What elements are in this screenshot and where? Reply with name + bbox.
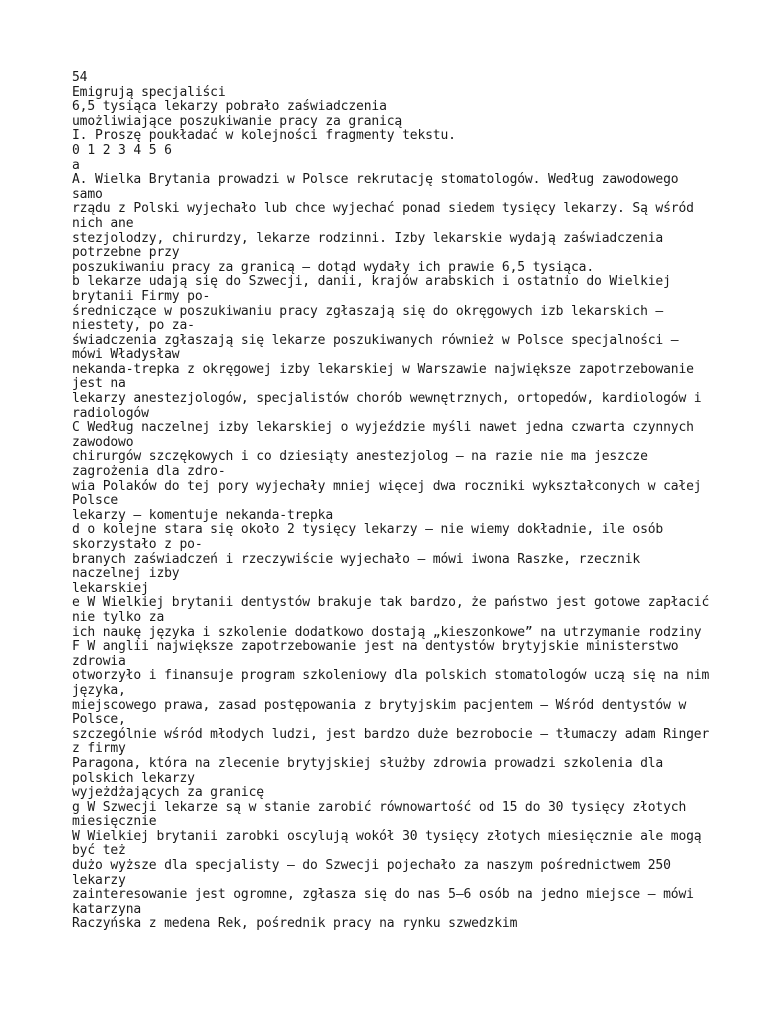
- text-line: g W Szwecji lekarze są w stanie zarobić równowartość od 15 do 30 tysięcy złotych: [72, 799, 687, 815]
- text-line: rządu z Polski wyjechało lub chce wyjechać ponad siedem tysięcy lekarzy. Są wśród: [72, 201, 694, 217]
- text-line: szczególnie wśród młodych ludzi, jest bardzo duże bezrobocie – tłumaczy adam Ringer: [72, 726, 710, 742]
- text-line: radiologów: [72, 405, 149, 421]
- text-line: dużo wyższe dla specjalisty – do Szwecji pojechało za naszym pośrednictwem 250: [72, 858, 671, 874]
- text-line: średniczące w poszukiwaniu pracy zgłaszają się do okręgowych izb lekarskich –: [72, 303, 664, 319]
- text-line: katarzyna: [72, 901, 142, 917]
- text-line: b lekarze udają się do Szwecji, danii, krajów arabskich i ostatnio do Wielkiej: [72, 274, 671, 290]
- text-line: miesięcznie: [72, 814, 157, 830]
- text-line: a: [72, 157, 80, 173]
- text-line: ich naukę języka i szkolenie dodatkowo dostają „kieszonkowe” na utrzymanie rodziny: [72, 624, 702, 640]
- text-line: lekarzy anestezjologów, specjalistów chorób wewnętrznych, ortopedów, kardiologów i: [72, 391, 702, 407]
- text-line: 6,5 tysiąca lekarzy pobrało zaświadczenia: [72, 99, 387, 115]
- text-line: chirurgów szczękowych i co dziesiąty anestezjolog – na razie nie ma jeszcze: [72, 449, 648, 465]
- text-line: być też: [72, 843, 126, 859]
- text-line: potrzebne przy: [72, 245, 180, 261]
- text-line: polskich lekarzy: [72, 770, 195, 786]
- text-line: jest na: [72, 376, 126, 392]
- text-line: języka,: [72, 682, 126, 698]
- text-line: wyjeżdżających za granicę: [72, 785, 264, 801]
- text-line: świadczenia zgłaszają się lekarze poszukiwanych również w Polsce specjalności –: [72, 332, 679, 348]
- text-line: nekanda-trepka z okręgowej izby lekarskiej w Warszawie największe zapotrzebowanie: [72, 361, 694, 377]
- text-line: nie tylko za: [72, 609, 165, 625]
- text-line: C Według naczelnej izby lekarskiej o wyjeździe myśli nawet jedna czwarta czynnych: [72, 420, 694, 436]
- text-line: Raczyńska z medena Rek, pośrednik pracy na rynku szwedzkim: [72, 916, 518, 932]
- text-line: lekarzy: [72, 872, 126, 888]
- text-line: d o kolejne stara się około 2 tysięcy lekarzy – nie wiemy dokładnie, ile osób: [72, 522, 664, 538]
- text-line: umożliwiające poszukiwanie pracy za granicą: [72, 113, 403, 129]
- text-line: wia Polaków do tej pory wyjechały mniej więcej dwa roczniki wykształconych w całej: [72, 478, 702, 494]
- text-line: 54: [72, 70, 88, 85]
- text-line: lekarskiej: [72, 580, 149, 596]
- text-line: poszukiwaniu pracy za granicą – dotąd wydały ich prawie 6,5 tysiąca.: [72, 259, 595, 275]
- text-line: 0 1 2 3 4 5 6: [72, 142, 172, 158]
- text-line: miejscowego prawa, zasad postępowania z brytyjskim pacjentem – Wśród dentystów w: [72, 697, 687, 713]
- text-line: zainteresowanie jest ogromne, zgłasza się do nas 5–6 osób na jedno miejsce – mówi: [72, 887, 694, 903]
- text-line: zdrowia: [72, 653, 126, 669]
- text-line: niestety, po za-: [72, 318, 195, 334]
- text-line: z firmy: [72, 741, 126, 757]
- text-line: Polsce,: [72, 712, 126, 728]
- text-line: W Wielkiej brytanii zarobki oscylują wokół 30 tysięcy złotych miesięcznie ale mogą: [72, 828, 702, 844]
- text-line: e W Wielkiej brytanii dentystów brakuje tak bardzo, że państwo jest gotowe zapłacić: [72, 595, 710, 611]
- document-page: [72, 71, 712, 932]
- text-line: branych zaświadczeń i rzeczywiście wyjechało – mówi iwona Raszke, rzecznik: [72, 551, 641, 567]
- text-line: Emigrują specjaliści: [72, 84, 226, 100]
- text-line: Paragona, która na zlecenie brytyjskiej służby zdrowia prowadzi szkolenia dla: [72, 755, 664, 771]
- text-line: A. Wielka Brytania prowadzi w Polsce rekrutację stomatologów. Według zawodowego: [72, 172, 679, 188]
- text-line: I. Proszę poukładać w kolejności fragmenty tekstu.: [72, 128, 456, 144]
- text-line: mówi Władysław: [72, 347, 180, 363]
- text-line: otworzyło i finansuje program szkoleniowy dla polskich stomatologów uczą się na nim: [72, 668, 710, 684]
- text-line: naczelnej izby: [72, 566, 180, 582]
- text-line: Polsce: [72, 493, 119, 509]
- text-line: lekarzy – komentuje nekanda-trepka: [72, 507, 334, 523]
- text-line: zagrożenia dla zdro-: [72, 464, 226, 480]
- text-line: stezjolodzy, chirurdzy, lekarze rodzinni. Izby lekarskie wydają zaświadczenia: [72, 230, 664, 246]
- text-line: F W anglii największe zapotrzebowanie jest na dentystów brytyjskie ministerstwo: [72, 639, 679, 655]
- text-line: nich ane: [72, 215, 134, 231]
- text-line: zawodowo: [72, 434, 134, 450]
- text-line: skorzystało z po-: [72, 537, 203, 552]
- text-line: samo: [72, 186, 103, 202]
- text-line: brytanii Firmy po-: [72, 288, 211, 304]
